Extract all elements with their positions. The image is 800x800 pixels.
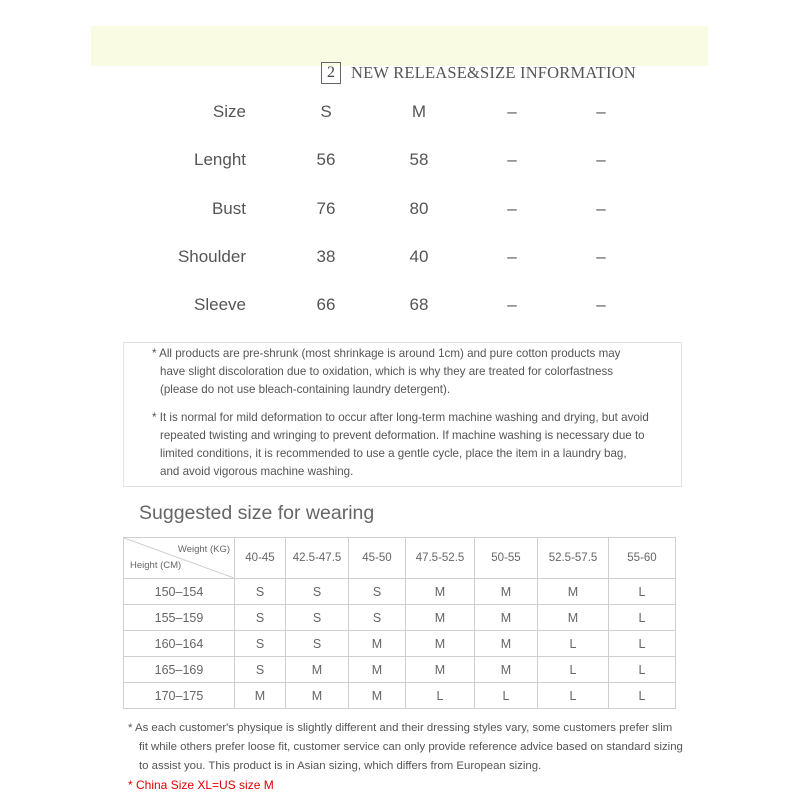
size-value-cell: L: [538, 657, 609, 683]
size-row-label: Size: [212, 102, 246, 121]
size-cell: –: [596, 150, 606, 169]
size-cell: S: [320, 102, 332, 121]
table-header-row: [124, 538, 676, 579]
table-corner-cell: [124, 538, 235, 579]
china-size-note: * China Size XL=US size M: [128, 778, 274, 792]
table-row: [124, 579, 676, 605]
size-value-cell: M: [538, 605, 609, 631]
size-value-cell: L: [609, 657, 676, 683]
size-cell: 58: [409, 150, 429, 169]
size-row-label: Lenght: [194, 150, 246, 169]
size-cell: 66: [316, 295, 336, 314]
size-cell: –: [507, 102, 517, 121]
size-cell: 80: [409, 199, 429, 218]
suggested-size-heading: Suggested size for wearing: [139, 502, 375, 524]
weight-col-header: 47.5-52.5: [406, 538, 475, 579]
weight-axis-label: Weight (KG): [177, 544, 230, 555]
size-cell: –: [596, 102, 606, 121]
note-line: * It is normal for mild deformation to occur after long-term machine washing and drying, but avoid: [152, 411, 649, 424]
note-line: and avoid vigorous machine washing.: [160, 465, 354, 478]
size-value-cell: M: [475, 657, 538, 683]
care-note-shrinkage: [152, 345, 672, 399]
size-value-cell: M: [538, 579, 609, 605]
size-value-cell: S: [349, 605, 406, 631]
size-cell: M: [411, 102, 427, 121]
size-value-cell: L: [609, 631, 676, 657]
height-cell: 155–159: [124, 605, 235, 631]
size-value-cell: L: [475, 683, 538, 709]
note-line: repeated twisting and wringing to prevent deformation. If machine washing is necessary due to: [160, 429, 645, 442]
footnote-line: * As each customer's physique is slightly different and their dressing styles vary, some customers prefer slim: [128, 722, 673, 734]
weight-col-header: 45-50: [349, 538, 406, 579]
size-cell: 76: [316, 199, 336, 218]
height-cell: 160–164: [124, 631, 235, 657]
size-value-cell: M: [406, 579, 475, 605]
note-line: (please do not use bleach-containing laundry detergent).: [160, 383, 451, 396]
section-number: 2: [321, 62, 341, 84]
height-cell: 170–175: [124, 683, 235, 709]
size-value-cell: L: [609, 683, 676, 709]
size-value-cell: S: [286, 631, 349, 657]
height-cell: 165–169: [124, 657, 235, 683]
size-value-cell: S: [235, 657, 286, 683]
size-cell: –: [507, 295, 517, 314]
size-value-cell: M: [286, 683, 349, 709]
table-row: [124, 631, 676, 657]
size-value-cell: S: [235, 631, 286, 657]
suggested-size-table: [123, 537, 676, 709]
size-value-cell: L: [609, 579, 676, 605]
size-value-cell: L: [538, 683, 609, 709]
table-row: [124, 657, 676, 683]
size-cell: 68: [409, 295, 429, 314]
size-value-cell: M: [475, 579, 538, 605]
size-value-cell: M: [406, 631, 475, 657]
size-cell: –: [507, 199, 517, 218]
size-value-cell: S: [235, 605, 286, 631]
size-cell: –: [507, 150, 517, 169]
size-cell: –: [507, 247, 517, 266]
note-line: limited conditions, it is recommended to use a gentle cycle, place the item in a laundry bag,: [160, 447, 627, 460]
note-line: have slight discoloration due to oxidation, which is why they are treated for colorfastness: [160, 365, 614, 378]
weight-col-header: 52.5-57.5: [538, 538, 609, 579]
size-value-cell: S: [349, 579, 406, 605]
size-value-cell: L: [406, 683, 475, 709]
size-row-label: Sleeve: [194, 295, 246, 314]
size-row-label: Shoulder: [177, 247, 246, 266]
size-value-cell: M: [286, 657, 349, 683]
footnote-line: fit while others prefer loose fit, customer service can only provide reference advice based on standard sizing: [139, 741, 683, 753]
table-row: [124, 683, 676, 709]
sizing-footnote: [128, 719, 748, 776]
size-value-cell: M: [235, 683, 286, 709]
size-value-cell: M: [406, 657, 475, 683]
size-value-cell: M: [475, 605, 538, 631]
weight-col-header: 55-60: [609, 538, 676, 579]
size-value-cell: L: [538, 631, 609, 657]
size-cell: 40: [409, 247, 429, 266]
size-value-cell: M: [349, 631, 406, 657]
weight-col-header: 50-55: [475, 538, 538, 579]
care-notes-box: [123, 342, 682, 487]
size-value-cell: M: [406, 605, 475, 631]
table-row: [124, 605, 676, 631]
size-value-cell: L: [609, 605, 676, 631]
size-cell: –: [596, 295, 606, 314]
size-value-cell: M: [349, 657, 406, 683]
size-cell: 56: [316, 150, 336, 169]
size-row-label: Bust: [211, 199, 246, 218]
size-value-cell: M: [349, 683, 406, 709]
size-value-cell: S: [235, 579, 286, 605]
size-value-cell: M: [475, 631, 538, 657]
note-line: * All products are pre-shrunk (most shrinkage is around 1cm) and pure cotton products may: [152, 347, 621, 360]
size-cell: –: [596, 247, 606, 266]
footnote-line: to assist you. This product is in Asian sizing, which differs from European sizing.: [139, 760, 542, 772]
care-note-washing: [152, 409, 672, 481]
section-title: NEW RELEASE&SIZE INFORMATION: [351, 63, 636, 82]
size-cell: 38: [316, 247, 336, 266]
size-value-cell: S: [286, 605, 349, 631]
size-cell: –: [596, 199, 606, 218]
weight-col-header: 42.5-47.5: [286, 538, 349, 579]
weight-col-header: 40-45: [235, 538, 286, 579]
height-axis-label: Height (CM): [130, 560, 182, 571]
height-cell: 150–154: [124, 579, 235, 605]
size-value-cell: S: [286, 579, 349, 605]
